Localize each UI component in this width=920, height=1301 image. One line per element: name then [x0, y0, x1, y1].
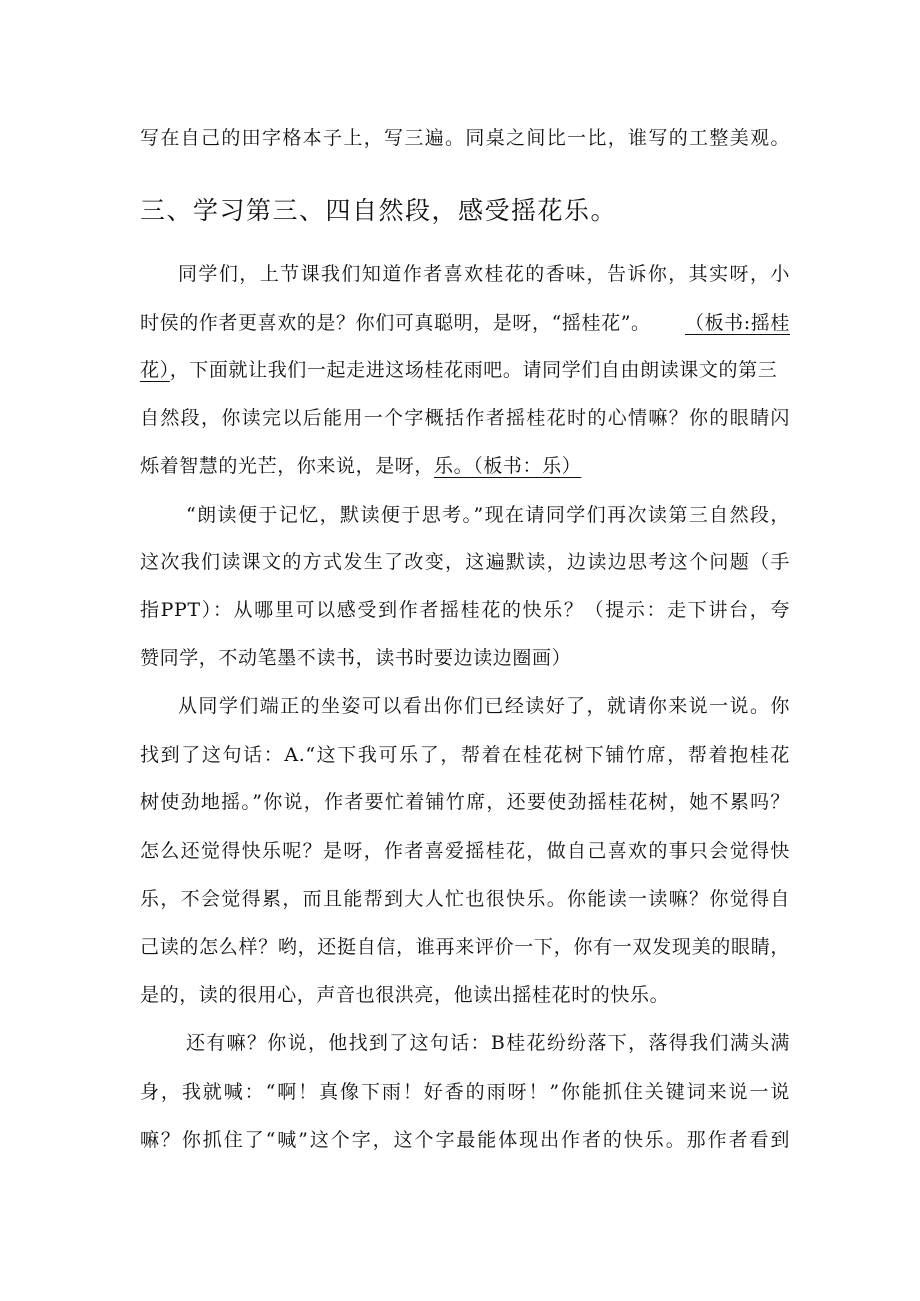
underlined-note: 乐。（板书：乐） — [434, 455, 582, 477]
text-line: 嘛？你抓住了“喊”这个字，这个字最能体现出作者的快乐。那作者看到 — [140, 1129, 790, 1151]
text-line: 己读的怎么样？哟，还挺自信，谁再来评价一下，你有一双发现美的眼睛， — [140, 936, 790, 958]
text-line: 同学们，上节课我们知道作者喜欢桂花的香味，告诉你，其实呀，小 — [178, 263, 790, 285]
text-line: 怎么还觉得快乐呢？是呀，作者喜爱摇桂花，做自己喜欢的事只会觉得快 — [140, 840, 790, 862]
text-line: 还有嘛？你说，他找到了这句话：B桂花纷纷落下，落得我们满头满 — [186, 1032, 790, 1054]
text-line: 写在自己的田字格本子上，写三遍。同桌之间比一比，谁写的工整美观。 — [140, 127, 790, 149]
text-segment: 时侯的作者更喜欢的是？你们可真聪明，是呀，“摇桂花”。 — [140, 312, 651, 334]
text-line: 指PPT）：从哪里可以感受到作者摇桂花的快乐？（提示：走下讲台，夸 — [140, 599, 790, 621]
text-segment: ，下面就让我们一起走进这场桂花雨吧。请同学们自由朗读课文的第三 — [169, 359, 778, 381]
text-line: 这次我们读课文的方式发生了改变，这遍默读，边读边思考这个问题（手 — [140, 551, 790, 573]
underlined-note: 花） — [140, 359, 170, 381]
text-line: 是的，读的很用心，声音也很洪亮，他读出摇桂花时的快乐。 — [140, 984, 670, 1006]
text-line: “朗读便于记忆，默读便于思考。”现在请同学们再次读第三自然段， — [186, 504, 790, 526]
text-line: 树使劲地摇。”你说，作者要忙着铺竹席，还要使劲摇桂花树，她不累吗？ — [140, 791, 790, 813]
text-line: 赞同学，不动笔墨不读书，读书时要边读边圈画） — [140, 647, 572, 669]
text-line: 找到了这句话：A.“这下我可乐了，帮着在桂花树下铺竹席，帮着抱桂花 — [140, 744, 790, 766]
text-line — [140, 311, 790, 335]
text-line — [140, 454, 790, 478]
underlined-note: （板书:摇桂 — [684, 312, 790, 334]
text-line: 从同学们端正的坐姿可以看出你们已经读好了，就请你来说一说。你 — [178, 695, 790, 717]
text-line: 自然段，你读完以后能用一个字概括作者摇桂花时的心情嘛？你的眼睛闪 — [140, 407, 790, 429]
text-segment: 烁着智慧的光芒，你来说，是呀， — [140, 455, 435, 477]
text-line — [140, 358, 790, 382]
text-line: 身，我就喊：“啊！真像下雨！好香的雨呀！”你能抓住关键词来说一说 — [140, 1081, 790, 1103]
section-heading: 三、学习第三、四自然段，感受摇花乐。 — [140, 196, 618, 225]
text-line: 乐，不会觉得累，而且能帮到大人忙也很快乐。你能读一读嘛？你觉得自 — [140, 888, 790, 910]
